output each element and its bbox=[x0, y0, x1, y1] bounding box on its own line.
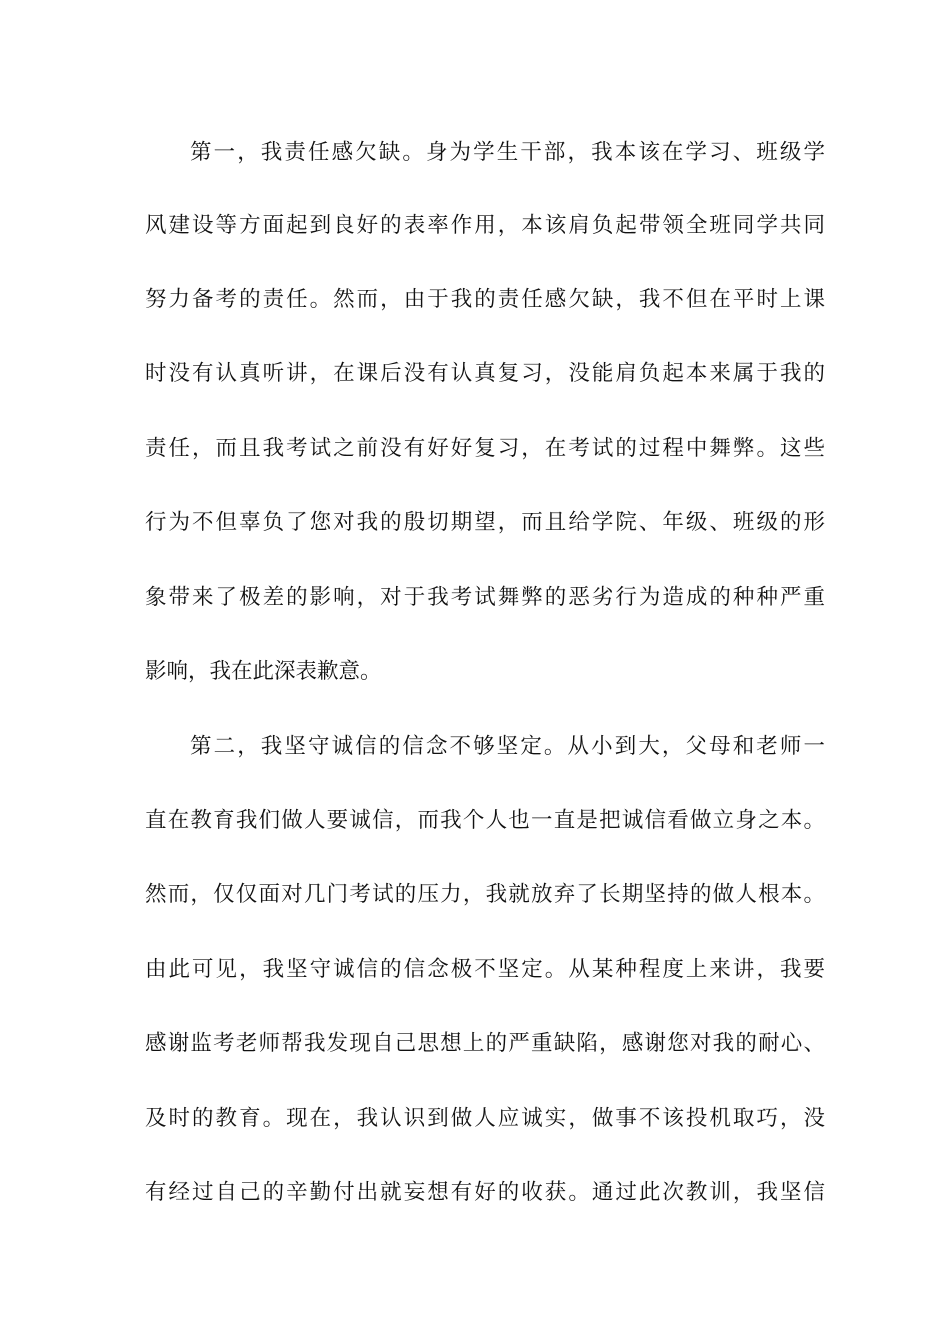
paragraph-line: 直在教育我们做人要诚信，而我个人也一直是把诚信看做立身之本。 bbox=[145, 808, 825, 833]
paragraph-line: 第二，我坚守诚信的信念不够坚定。从小到大，父母和老师一 bbox=[190, 734, 825, 759]
paragraph-line: 有经过自己的辛勤付出就妄想有好的收获。通过此次教训，我坚信 bbox=[145, 1180, 825, 1205]
paragraph-line: 象带来了极差的影响，对于我考试舞弊的恶劣行为造成的种种严重 bbox=[145, 585, 825, 610]
paragraph-line: 努力备考的责任。然而，由于我的责任感欠缺，我不但在平时上课 bbox=[145, 287, 825, 312]
paragraph-line: 然而，仅仅面对几门考试的压力，我就放弃了长期坚持的做人根本。 bbox=[145, 882, 825, 907]
paragraph-line: 影响，我在此深表歉意。 bbox=[145, 659, 382, 684]
paragraph-line: 行为不但辜负了您对我的殷切期望，而且给学院、年级、班级的形 bbox=[145, 510, 825, 535]
paragraph-line: 及时的教育。现在，我认识到做人应诚实，做事不该投机取巧，没 bbox=[145, 1106, 825, 1131]
paragraph-line: 第一，我责任感欠缺。身为学生干部，我本该在学习、班级学 bbox=[190, 140, 825, 165]
paragraph-line: 感谢监考老师帮我发现自己思想上的严重缺陷，感谢您对我的耐心、 bbox=[145, 1031, 825, 1056]
paragraph-line: 风建设等方面起到良好的表率作用，本该肩负起带领全班同学共同 bbox=[145, 213, 825, 238]
paragraph-line: 责任，而且我考试之前没有好好复习，在考试的过程中舞弊。这些 bbox=[145, 436, 825, 461]
paragraph-line: 由此可见，我坚守诚信的信念极不坚定。从某种程度上来讲，我要 bbox=[145, 957, 825, 982]
paragraph-line: 时没有认真听讲，在课后没有认真复习，没能肩负起本来属于我的 bbox=[145, 361, 825, 386]
